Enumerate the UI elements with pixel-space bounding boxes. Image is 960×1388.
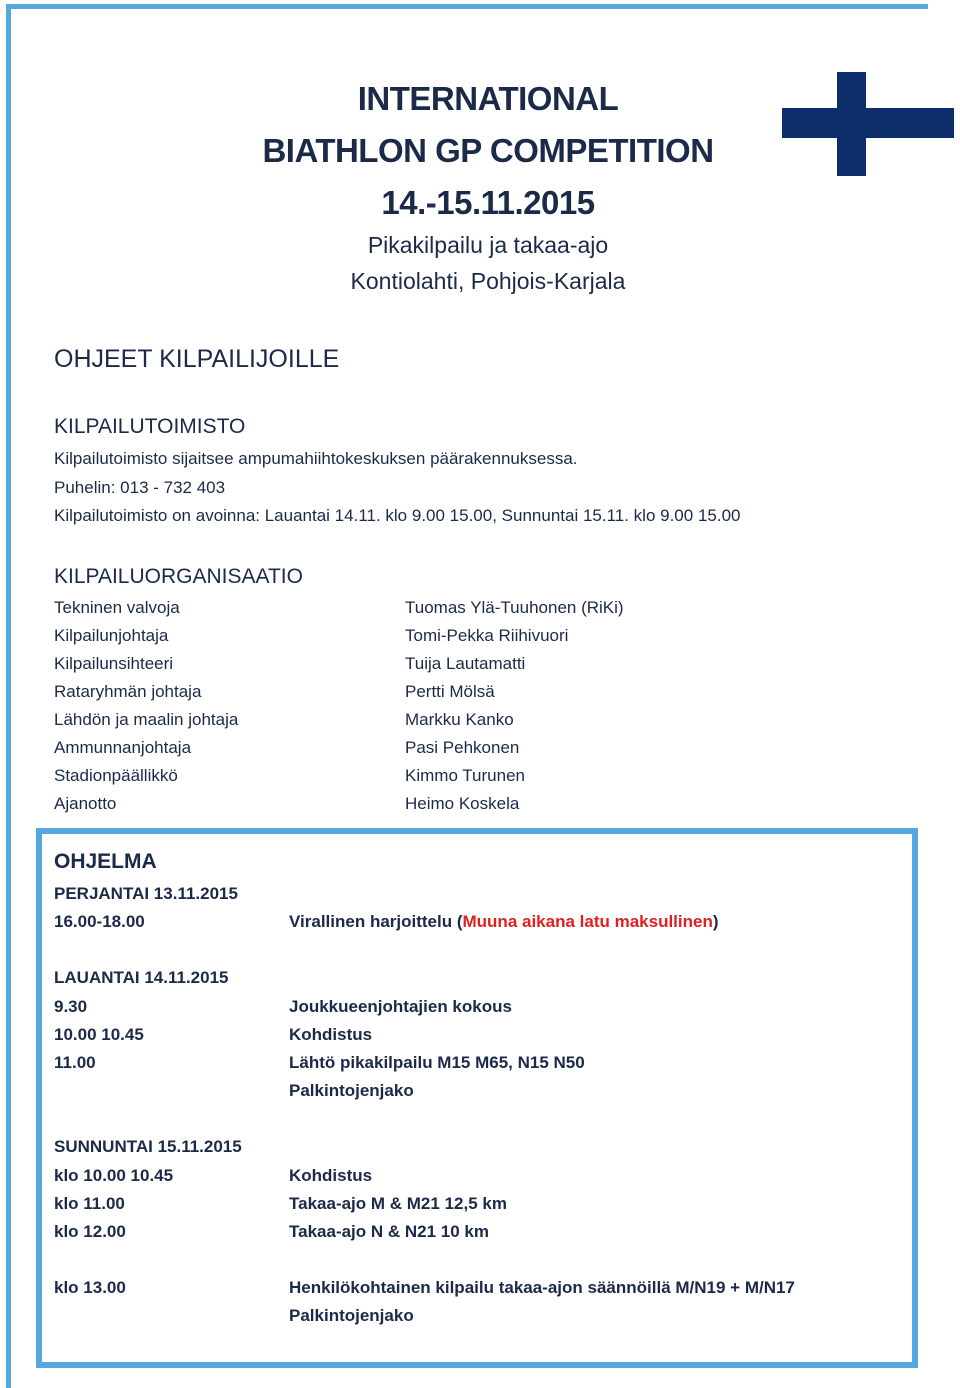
- schedule-time: klo 12.00: [54, 1222, 126, 1241]
- saturday-heading: LAUANTAI 14.11.2015: [54, 968, 229, 987]
- page-frame-top: [6, 4, 928, 9]
- org-name: Pasi Pehkonen: [405, 738, 520, 757]
- instructions-heading: OHJEET KILPAILIJOILLE: [54, 345, 340, 373]
- schedule-event: Lähtö pikakilpailu M15 M65, N15 N50: [289, 1053, 585, 1072]
- org-role: Kilpailunsihteeri: [54, 654, 174, 673]
- org-name: Tomi-Pekka Riihivuori: [405, 626, 569, 645]
- schedule-time: klo 13.00: [54, 1278, 126, 1297]
- org-role: Rataryhmän johtaja: [54, 682, 202, 701]
- schedule-event: Takaa-ajo M & M21 12,5 km: [289, 1194, 507, 1213]
- schedule-time: 11.00: [54, 1053, 96, 1072]
- schedule-time: 10.00 10.45: [54, 1025, 144, 1044]
- org-name: Kimmo Turunen: [405, 766, 525, 785]
- friday-event-close: ): [712, 912, 719, 931]
- schedule-event: Palkintojenjako: [289, 1081, 414, 1100]
- subtitle-1: Pikakilpailu ja takaa-ajo: [367, 232, 609, 258]
- org-name: Markku Kanko: [405, 710, 514, 729]
- schedule-event: Takaa-ajo N & N21 10 km: [289, 1222, 489, 1241]
- title-line-2: BIATHLON GP COMPETITION: [262, 132, 714, 169]
- office-heading: KILPAILUTOIMISTO: [54, 415, 246, 438]
- title-dates: 14.-15.11.2015: [381, 184, 595, 221]
- friday-time: 16.00-18.00: [54, 912, 145, 931]
- org-name: Pertti Mölsä: [405, 682, 495, 701]
- schedule-event: Palkintojenjako: [289, 1306, 414, 1325]
- org-role: Stadionpäällikkö: [54, 766, 178, 785]
- org-name: Heimo Koskela: [405, 794, 520, 813]
- sunday-heading: SUNNUNTAI 15.11.2015: [54, 1137, 242, 1156]
- friday-event-text: Virallinen harjoittelu (: [289, 912, 463, 931]
- org-role: Lähdön ja maalin johtaja: [54, 710, 239, 729]
- office-phone: Puhelin: 013 - 732 403: [54, 478, 226, 497]
- schedule-event: Kohdistus: [289, 1166, 373, 1185]
- office-location: Kilpailutoimisto sijaitsee ampumahiihtokeskuksen päärakennuksessa.: [54, 449, 578, 468]
- schedule-time: klo 11.00: [54, 1194, 125, 1213]
- org-role: Ajanotto: [54, 794, 117, 813]
- office-hours: Kilpailutoimisto on avoinna: Lauantai 14.11. klo 9.00 15.00, Sunnuntai 15.11. klo 9.00 15.00: [54, 506, 741, 525]
- org-name: Tuomas Ylä-Tuuhonen (RiKi): [405, 598, 624, 617]
- schedule-time: 9.30: [54, 997, 88, 1016]
- org-role: Tekninen valvoja: [54, 598, 180, 617]
- friday-event-note: Muuna aikana latu maksullinen: [462, 912, 713, 931]
- org-role: Ammunnanjohtaja: [54, 738, 192, 757]
- subtitle-2: Kontiolahti, Pohjois-Karjala: [350, 268, 626, 294]
- title-line-1: INTERNATIONAL: [357, 80, 619, 117]
- friday-heading: PERJANTAI 13.11.2015: [54, 884, 238, 903]
- schedule-event: Kohdistus: [289, 1025, 373, 1044]
- schedule-event: Joukkueenjohtajien kokous: [289, 997, 512, 1016]
- schedule-time: klo 10.00 10.45: [54, 1166, 174, 1185]
- organisation-heading: KILPAILUORGANISAATIO: [54, 565, 303, 588]
- org-role: Kilpailunjohtaja: [54, 626, 169, 645]
- schedule-event: Henkilökohtainen kilpailu takaa-ajon säännöillä M/N19 + M/N17: [289, 1278, 795, 1297]
- friday-event: [289, 912, 719, 932]
- org-name: Tuija Lautamatti: [405, 654, 526, 673]
- programme-heading: OHJELMA: [54, 850, 157, 873]
